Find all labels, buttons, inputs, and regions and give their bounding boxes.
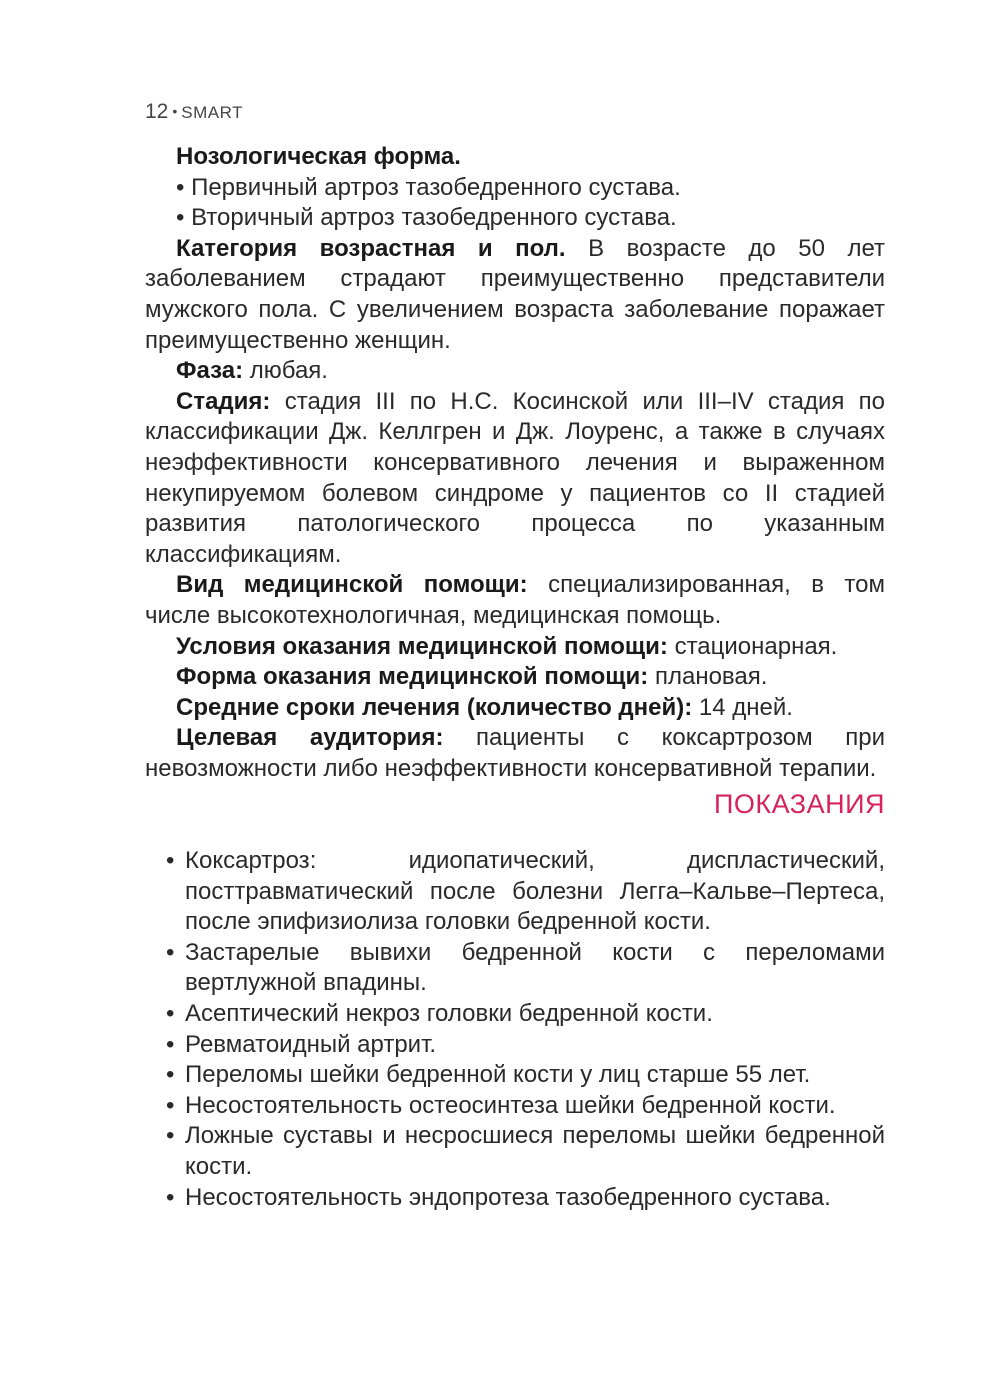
bullet-icon: • (166, 999, 175, 1027)
page-number: 12 (145, 100, 169, 123)
care-type-label: Вид медицинской помощи: (176, 571, 528, 599)
form-label: Форма оказания медицинской помощи: (176, 663, 649, 691)
conditions-paragraph (145, 632, 885, 663)
phase-text: любая. (249, 357, 328, 385)
form-item: • Первичный артроз тазобедренного сустава. (176, 173, 681, 201)
conditions-label: Условия оказания медицинской помощи: (176, 632, 668, 660)
nosological-label: Нозологическая форма. (176, 143, 461, 170)
bullet-icon: • (166, 1091, 175, 1119)
indications-list (163, 846, 885, 1213)
stage-paragraph (145, 387, 885, 571)
stage-text: стадия III по Н.С. Косинской или III–IV стадия по классификации Дж. Келлгрен и Дж. Лоуренс, а также в случаях неэффективности консервативного лечения и выраженном некупируемом болевом синдроме у пациентов со II стадией развития патологического процесса по указанным классификациям. (145, 387, 886, 568)
age-text: В возрасте до 50 лет заболеванием страдают преимущественно представители мужского пола. С увеличением возраста заболевание поражает преимущественно женщин. (145, 234, 886, 354)
duration-text: 14 дней. (698, 693, 793, 721)
audience-text: пациенты с коксартрозом при невозможности либо неэффективности консервативной терапии. (145, 724, 885, 782)
phase-paragraph (145, 356, 885, 387)
phase-label: Фаза: (176, 357, 244, 385)
list-item: • Ревматоидный артрит. (163, 1030, 885, 1061)
list-item: • Переломы шейки бедренной кости у лиц старше 55 лет. (163, 1060, 885, 1091)
bullet-icon: • (166, 847, 175, 874)
list-item: • Застарелые вывихи бедренной кости с переломами вертлужной впадины. (166, 938, 885, 997)
bullet-icon: • (166, 1183, 175, 1211)
stage-label: Стадия: (176, 387, 271, 415)
care-type-paragraph (145, 570, 885, 631)
bullet-icon: • (166, 1061, 175, 1089)
nosological-heading (145, 142, 885, 173)
age-paragraph (145, 234, 885, 356)
audience-paragraph (145, 723, 885, 784)
bullet-icon: • (166, 938, 175, 966)
indications-heading: ПОКАЗАНИЯ (713, 789, 885, 819)
list-item: • Ложные суставы и несросшиеся переломы шейки бедренной кости. (166, 1122, 885, 1180)
bullet-icon: • (166, 1030, 175, 1058)
conditions-text: стационарная. (674, 632, 838, 660)
list-item: • Коксартроз: идиопатический, диспластический, посттравматический после болезни Легга–Кальве–Пертеса, после эпифизиолиза головки бедренной кости. (166, 847, 885, 936)
duration-label: Средние сроки лечения (количество дней): (176, 693, 693, 721)
list-item: • Асептический некроз головки бедренной кости. (163, 999, 885, 1030)
series-title: SMART (181, 103, 243, 122)
bullet-icon: • (166, 1122, 175, 1150)
separator-dot: • (172, 103, 178, 119)
intro-section (145, 142, 885, 784)
audience-label: Целевая аудитория: (176, 724, 444, 752)
care-type-text: специализированная, в том числе высокотехнологичная, медицинская помощь. (145, 571, 885, 629)
form-text: плановая. (654, 663, 768, 691)
running-head (145, 100, 243, 124)
age-label: Категория возрастная и пол. (176, 234, 566, 262)
list-item: • Несостоятельность остеосинтеза шейки бедренной кости. (163, 1091, 885, 1122)
list-item: • Несостоятельность эндопротеза тазобедренного сустава. (163, 1183, 885, 1214)
duration-paragraph (145, 693, 885, 724)
form-item: • Вторичный артроз тазобедренного сустава. (176, 204, 677, 232)
form-paragraph (145, 662, 885, 693)
